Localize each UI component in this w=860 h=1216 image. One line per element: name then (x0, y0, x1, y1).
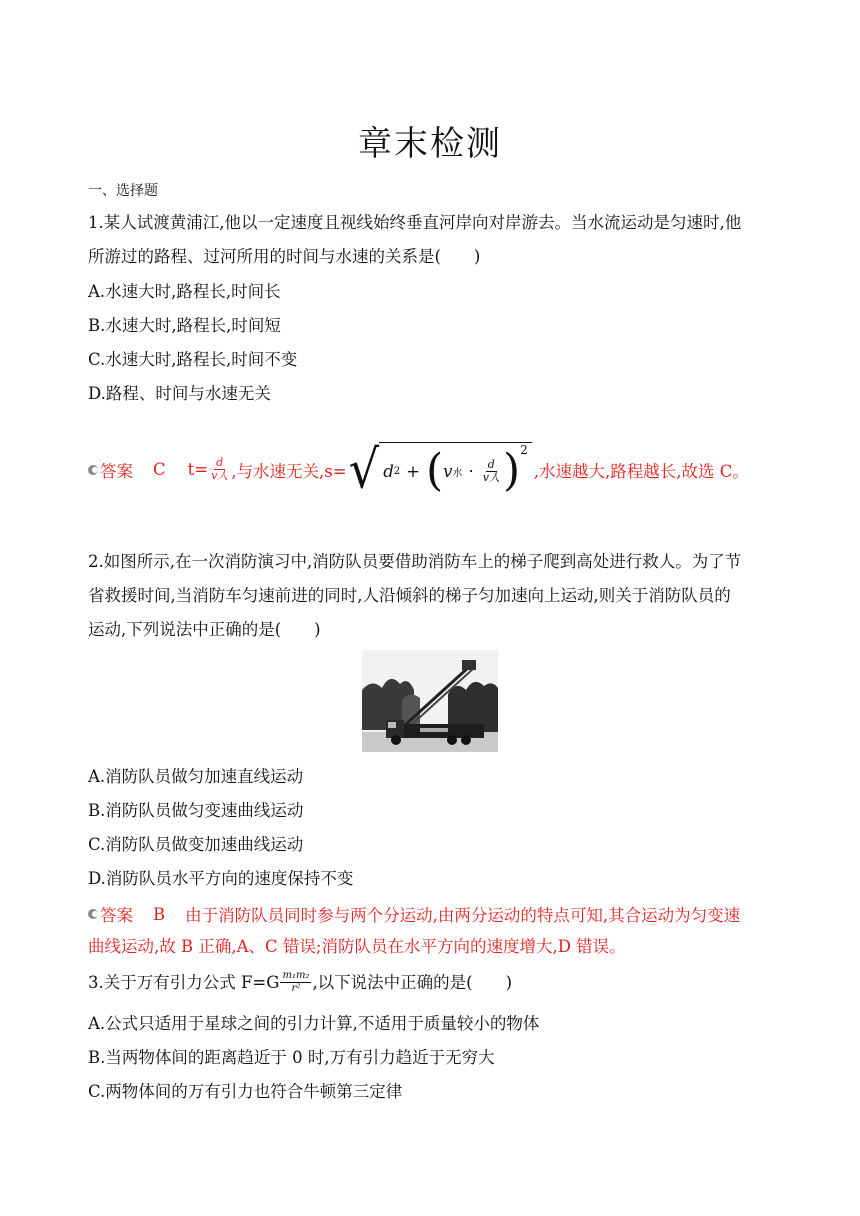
answer-explanation-line2: 曲线运动,故 B 正确,A、C 错误;消防队员在水平方向的速度增大,D 错误。 (88, 937, 626, 956)
answer-bullet-icon (88, 909, 98, 919)
answer-tail: ,水速越大,路程越长,故选 C。 (533, 461, 749, 481)
q1-stem-line1: 1.某人试渡黄浦江,他以一定速度且视线始终垂直河岸向对岸游去。当水流运动是匀速时,他 (88, 213, 742, 232)
q3-option-a: A.公式只适用于星球之间的引力计算,不适用于质量较小的物体 (88, 1014, 540, 1033)
sqrt-expression: √ d 2 + ( v 水 · $\frac{d}{\text{v人}}$ ) 2 (349, 442, 532, 497)
answer-choice: C (153, 460, 166, 479)
q2-answer (88, 902, 740, 926)
answer-label: 答案 (100, 906, 133, 925)
fraction-inner: $\frac{d}{\text{v人}}$ (482, 457, 500, 484)
q3-stem: 3.关于万有引力公式 F=G $\frac{\text{m₁m₂}}{\text{r²}}$ ,以下说法中正确的是( ) (88, 970, 513, 994)
q1-option-b: B.水速大时,路程长,时间短 (88, 316, 281, 335)
answer-mid-text: ,与水速无关,s= (231, 461, 347, 481)
fraction-m1m2-over-r2: $\frac{\text{m₁m₂}}{\text{r²}}$ (282, 970, 310, 994)
q2-stem-line3: 运动,下列说法中正确的是( ) (88, 620, 321, 639)
fraction-d-over-v: $\frac{d}{\text{v人}}$ (211, 456, 229, 482)
page-title: 章末检测 (358, 124, 502, 164)
fire-truck-photo (362, 650, 498, 752)
section-heading: 一、选择题 (88, 183, 158, 199)
q1-answer (88, 438, 749, 501)
q2-option-d: D.消防队员水平方向的速度保持不变 (88, 869, 354, 888)
q1-option-d: D.路程、时间与水速无关 (88, 384, 271, 403)
q2-option-b: B.消防队员做匀变速曲线运动 (88, 801, 304, 820)
q1-option-c: C.水速大时,路程长,时间不变 (88, 350, 298, 369)
formula-t-prefix: t= (187, 460, 209, 479)
q3-option-c: C.两物体间的万有引力也符合牛顿第三定律 (88, 1082, 403, 1101)
q3-option-b: B.当两物体间的距离趋近于 0 时,万有引力趋近于无穷大 (88, 1048, 495, 1067)
answer-choice: B (153, 904, 166, 924)
q1-stem-line2: 所游过的路程、过河所用的时间与水速的关系是( ) (88, 247, 481, 266)
q2-stem-line2: 省救援时间,当消防车匀速前进的同时,人沿倾斜的梯子匀加速向上运动,则关于消防队员的 (88, 586, 731, 605)
answer-bullet-icon (88, 465, 98, 475)
answer-explanation-line1: 由于消防队员同时参与两个分运动,由两分运动的特点可知,其合运动为匀变速 (185, 906, 741, 925)
answer-label: 答案 (100, 461, 133, 481)
q2-stem-line1: 2.如图所示,在一次消防演习中,消防队员要借助消防车上的梯子爬到高处进行救人。为了节 (88, 552, 742, 571)
q1-option-a: A.水速大时,路程长,时间长 (88, 282, 281, 301)
q2-option-c: C.消防队员做变加速曲线运动 (88, 835, 304, 854)
q2-option-a: A.消防队员做匀加速直线运动 (88, 767, 304, 786)
